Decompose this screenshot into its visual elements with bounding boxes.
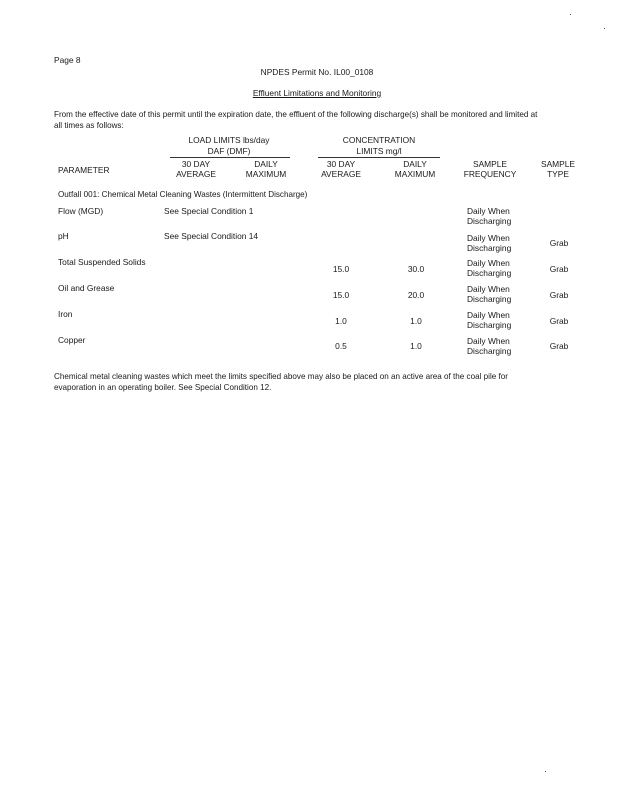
header-type-2: TYPE (547, 169, 569, 179)
load-limits-heading: LOAD LIMITS lbs/day (188, 135, 270, 145)
header-parameter: PARAMETER (58, 165, 110, 175)
row-sample-type: Grab (549, 264, 569, 274)
row-parameter: Copper (58, 335, 86, 345)
header-conc-avg-1: 30 DAY (326, 159, 356, 169)
row-conc-avg: 1.0 (335, 316, 347, 326)
row-frequency-2: Discharging (467, 320, 512, 330)
row-parameter: pH (58, 231, 69, 241)
row-conc-avg: 15.0 (332, 290, 350, 300)
header-frequency-2: FREQUENCY (463, 169, 517, 179)
row-frequency-2: Discharging (467, 268, 512, 278)
row-parameter: Iron (58, 309, 73, 319)
permit-title: NPDES Permit No. IL00_0108 (260, 67, 374, 77)
row-sample-type: Grab (549, 341, 569, 351)
row-conc-avg: 15.0 (332, 264, 350, 274)
row-sample-type: Grab (549, 238, 569, 248)
intro-line-2: all times as follows: (54, 121, 124, 130)
intro-line-1: From the effective date of this permit until the expiration date, the effluent of the following discharge(s) shall be monitored and limited at (54, 110, 538, 119)
scan-speck (604, 28, 605, 29)
row-sample-type: Grab (549, 316, 569, 326)
scan-speck (570, 14, 571, 15)
header-type-1: SAMPLE (541, 159, 575, 169)
header-load-max-1: DAILY (254, 159, 278, 169)
header-load-avg-2: AVERAGE (176, 169, 216, 179)
row-frequency-1: Daily When (467, 206, 510, 216)
row-note: See Special Condition 14 (164, 231, 259, 241)
footer-note-line-1: Chemical metal cleaning wastes which meet the limits specified above may also be placed on an active area of the coal pile for (54, 372, 508, 381)
header-conc-avg-2: AVERAGE (321, 169, 361, 179)
row-sample-type: Grab (549, 290, 569, 300)
row-note: See Special Condition 1 (164, 206, 254, 216)
row-conc-max: 1.0 (410, 316, 422, 326)
load-limits-subheading: DAF (DMF) (207, 146, 251, 156)
header-load-max-2: MAXIMUM (245, 169, 287, 179)
row-parameter: Flow (MGD) (58, 206, 104, 216)
concentration-rule (318, 157, 440, 158)
row-conc-max: 1.0 (410, 341, 422, 351)
row-frequency-1: Daily When (467, 258, 510, 268)
concentration-heading: CONCENTRATION (342, 135, 416, 145)
row-conc-max: 30.0 (407, 264, 425, 274)
concentration-subheading: LIMITS mg/l (356, 146, 402, 156)
row-frequency-2: Discharging (467, 346, 512, 356)
row-frequency-2: Discharging (467, 294, 512, 304)
row-parameter: Total Suspended Solids (58, 257, 146, 267)
row-frequency-1: Daily When (467, 233, 510, 243)
header-conc-max-1: DAILY (403, 159, 427, 169)
header-frequency-1: SAMPLE (473, 159, 507, 169)
row-frequency-1: Daily When (467, 310, 510, 320)
row-frequency-1: Daily When (467, 284, 510, 294)
header-load-avg-1: 30 DAY (181, 159, 211, 169)
header-conc-max-2: MAXIMUM (394, 169, 436, 179)
scan-speck (545, 771, 546, 772)
footer-note-line-2: evaporation in an operating boiler. See Special Condition 12. (54, 383, 272, 392)
row-parameter: Oil and Grease (58, 283, 115, 293)
row-frequency-2: Discharging (467, 243, 512, 253)
page-label: Page 8 (54, 55, 81, 65)
row-conc-avg: 0.5 (335, 341, 347, 351)
row-frequency-2: Discharging (467, 216, 512, 226)
section-title: Effluent Limitations and Monitoring (252, 88, 382, 98)
load-limits-rule (170, 157, 290, 158)
row-conc-max: 20.0 (407, 290, 425, 300)
row-frequency-1: Daily When (467, 336, 510, 346)
outfall-label: Outfall 001: Chemical Metal Cleaning Wastes (Intermittent Discharge) (58, 190, 308, 199)
